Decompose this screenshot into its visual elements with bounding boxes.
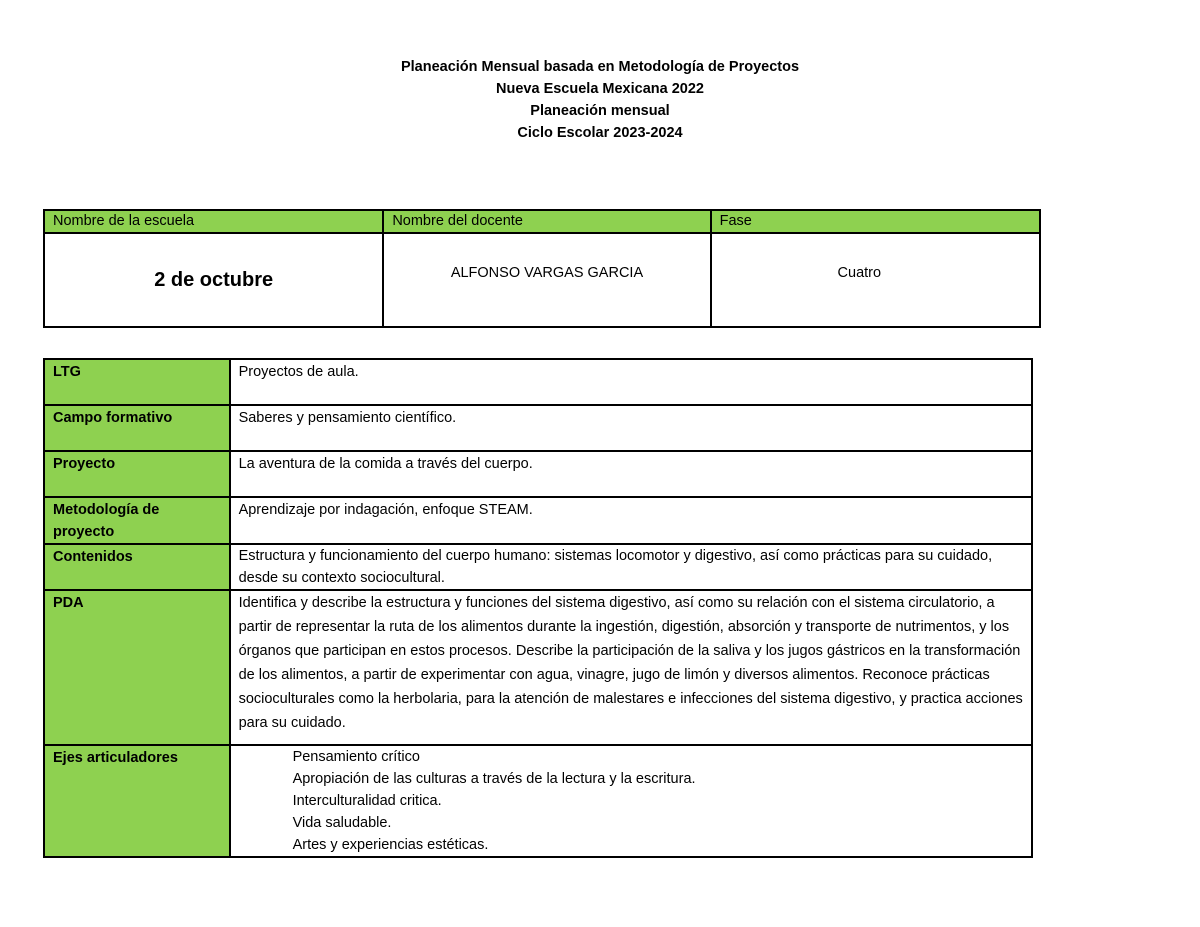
school-info-table (43, 209, 1041, 328)
header-title: Planeación Mensual basada en Metodología de Proyectos (400, 59, 800, 75)
document-header (0, 56, 1200, 144)
list-item: Apropiación de las culturas a través de la lectura y la escritura. (292, 771, 696, 787)
proyecto-value: La aventura de la comida a través del cuerpo. (230, 451, 1032, 497)
table-row (44, 745, 1032, 857)
school-name-header: Nombre de la escuela (44, 210, 383, 233)
table-row (44, 590, 1032, 745)
ejes-list (239, 746, 1023, 856)
table-row (44, 405, 1032, 451)
header-subtitle: Nueva Escuela Mexicana 2022 (496, 81, 704, 97)
ltg-label: LTG (44, 359, 230, 405)
list-item: Vida saludable. (292, 815, 392, 831)
table-row (44, 359, 1032, 405)
ejes-value (230, 745, 1032, 857)
teacher-name-header: Nombre del docente (383, 210, 710, 233)
table-row (44, 451, 1032, 497)
table-row (44, 497, 1032, 544)
table-row (44, 544, 1032, 590)
proyecto-label: Proyecto (44, 451, 230, 497)
contenidos-value: Estructura y funcionamiento del cuerpo humano: sistemas locomotor y digestivo, así como prácticas para su cuidado, desde su contexto sociocultural. (230, 544, 1032, 590)
phase-header: Fase (711, 210, 1040, 233)
list-item: Pensamiento crítico (292, 749, 420, 765)
phase-value: Cuatro (711, 233, 1040, 327)
table-row (44, 233, 1040, 327)
header-plan-type: Planeación mensual (530, 103, 670, 119)
ejes-label: Ejes articuladores (44, 745, 230, 857)
campo-formativo-label: Campo formativo (44, 405, 230, 451)
list-item: Interculturalidad critica. (292, 793, 442, 809)
planning-table (43, 358, 1033, 858)
table-header-row (44, 210, 1040, 233)
school-name-value: 2 de octubre (44, 233, 383, 327)
teacher-name-value: ALFONSO VARGAS GARCIA (383, 233, 710, 327)
pda-value: Identifica y describe la estructura y funciones del sistema digestivo, así como su relación con el sistema circulatorio, a partir de representar la ruta de los alimentos durante la ingestión, digestión, absorción y transporte de nutrimentos, y los órganos que participan en estos procesos. Describe la participación de la saliva y los jugos gástricos en la transformación de los alimentos, a partir de experimentar con agua, vinagre, jugo de limón y diversos alimentos. Reconoce prácticas socioculturales como la herbolaria, para la atención de malestares e infecciones del sistema digestivo, y practica acciones para su cuidado. (230, 590, 1032, 745)
metodologia-label: Metodología de proyecto (44, 497, 230, 544)
header-school-year: Ciclo Escolar 2023-2024 (517, 125, 683, 141)
pda-label: PDA (44, 590, 230, 745)
list-item: Artes y experiencias estéticas. (292, 837, 489, 853)
campo-formativo-value: Saberes y pensamiento científico. (230, 405, 1032, 451)
metodologia-value: Aprendizaje por indagación, enfoque STEAM. (230, 497, 1032, 544)
ltg-value: Proyectos de aula. (230, 359, 1032, 405)
contenidos-label: Contenidos (44, 544, 230, 590)
